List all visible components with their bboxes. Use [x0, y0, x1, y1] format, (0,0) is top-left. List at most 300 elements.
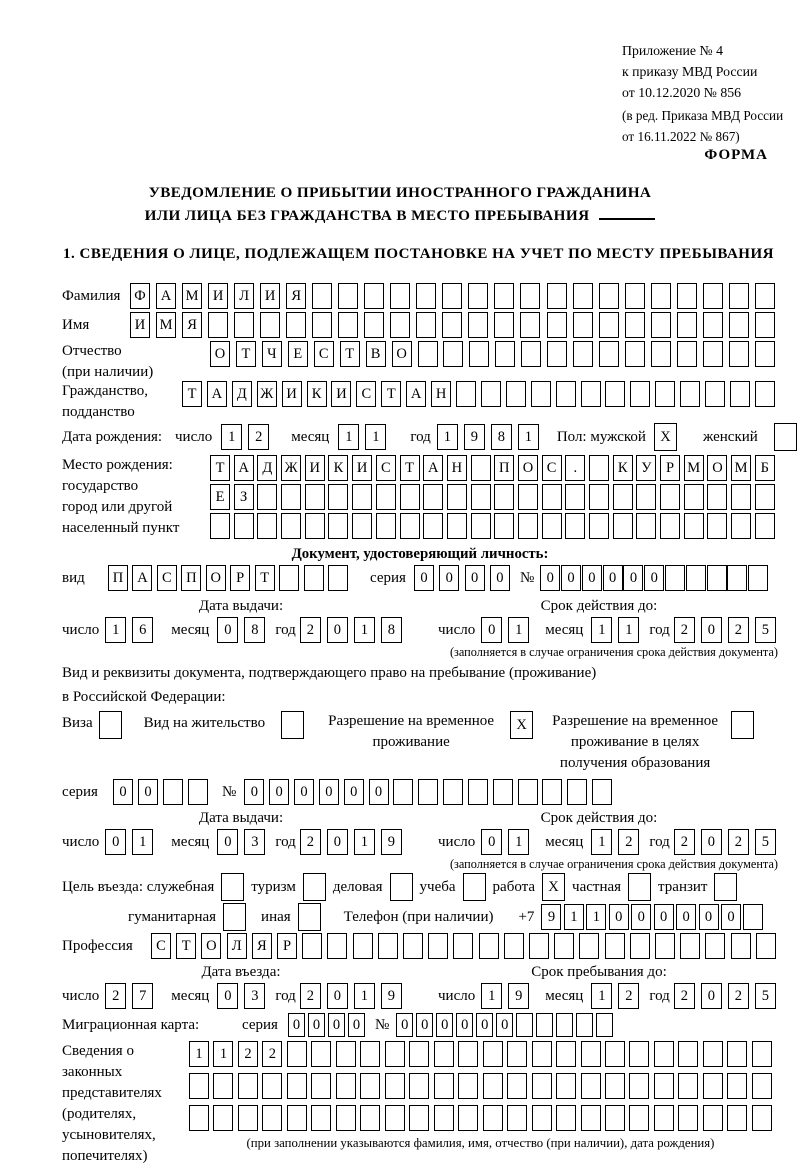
char-box[interactable]: 1 [591, 617, 612, 643]
char-box[interactable] [729, 283, 749, 309]
char-box[interactable]: 1 [508, 829, 529, 855]
char-box[interactable] [613, 484, 633, 510]
char-box[interactable]: Н [447, 455, 467, 481]
char-box[interactable] [279, 565, 299, 591]
char-box[interactable] [743, 904, 763, 930]
char-box[interactable] [393, 779, 413, 805]
char-box[interactable]: 0 [217, 983, 238, 1009]
char-box[interactable] [589, 513, 609, 539]
char-box[interactable]: 2 [728, 617, 749, 643]
char-box[interactable]: 0 [623, 565, 643, 591]
char-box[interactable] [660, 484, 680, 510]
char-box[interactable]: 0 [113, 779, 133, 805]
char-box[interactable] [189, 1073, 209, 1099]
char-box[interactable] [163, 779, 183, 805]
char-box[interactable]: А [234, 455, 254, 481]
char-box[interactable] [605, 1041, 625, 1067]
char-box[interactable] [210, 513, 230, 539]
char-box[interactable] [262, 1073, 282, 1099]
char-box[interactable] [385, 1073, 405, 1099]
char-box[interactable]: 0 [582, 565, 602, 591]
char-box[interactable] [686, 565, 706, 591]
char-box[interactable]: 0 [721, 904, 741, 930]
char-box[interactable] [400, 484, 420, 510]
char-box[interactable]: 1 [132, 829, 153, 855]
char-box[interactable] [755, 484, 775, 510]
char-box[interactable]: 0 [481, 829, 502, 855]
char-box[interactable] [305, 513, 325, 539]
char-box[interactable]: 2 [300, 829, 321, 855]
char-box[interactable]: 0 [439, 565, 459, 591]
char-box[interactable] [376, 484, 396, 510]
char-box[interactable] [581, 1041, 601, 1067]
char-box[interactable] [755, 312, 775, 338]
char-box[interactable] [286, 312, 306, 338]
char-box[interactable]: Т [340, 341, 360, 367]
char-box[interactable]: И [130, 312, 150, 338]
char-box[interactable] [409, 1041, 429, 1067]
char-box[interactable] [727, 565, 747, 591]
char-box[interactable]: 0 [414, 565, 434, 591]
char-box[interactable]: А [406, 381, 426, 407]
char-box[interactable] [565, 513, 585, 539]
char-box[interactable] [521, 341, 541, 367]
char-box[interactable]: 0 [244, 779, 264, 805]
char-box[interactable]: 9 [541, 904, 561, 930]
char-box[interactable]: С [356, 381, 376, 407]
char-box[interactable] [660, 513, 680, 539]
char-box[interactable] [418, 779, 438, 805]
char-box[interactable] [599, 312, 619, 338]
char-box[interactable] [453, 933, 473, 959]
char-box[interactable]: И [208, 283, 228, 309]
char-box[interactable]: X [654, 423, 677, 451]
char-box[interactable] [636, 484, 656, 510]
char-box[interactable]: 0 [288, 1013, 305, 1037]
char-box[interactable] [390, 873, 413, 901]
char-box[interactable] [468, 283, 488, 309]
char-box[interactable]: 0 [328, 1013, 345, 1037]
char-box[interactable] [518, 484, 538, 510]
char-box[interactable] [655, 381, 675, 407]
char-box[interactable] [468, 312, 488, 338]
char-box[interactable] [360, 1073, 380, 1099]
char-box[interactable] [188, 779, 208, 805]
char-box[interactable] [727, 1041, 747, 1067]
char-box[interactable] [458, 1073, 478, 1099]
char-box[interactable]: 1 [508, 617, 529, 643]
char-box[interactable] [592, 779, 612, 805]
char-box[interactable] [352, 513, 372, 539]
char-box[interactable] [678, 1105, 698, 1131]
char-box[interactable] [731, 513, 751, 539]
char-box[interactable] [707, 565, 727, 591]
char-box[interactable]: Т [400, 455, 420, 481]
char-box[interactable]: М [182, 283, 202, 309]
char-box[interactable] [409, 1105, 429, 1131]
char-box[interactable]: 0 [327, 829, 348, 855]
char-box[interactable] [581, 1105, 601, 1131]
char-box[interactable] [573, 312, 593, 338]
char-box[interactable]: М [684, 455, 704, 481]
char-box[interactable] [714, 873, 737, 901]
char-box[interactable]: 1 [354, 829, 375, 855]
char-box[interactable] [542, 513, 562, 539]
char-box[interactable] [636, 513, 656, 539]
char-box[interactable]: 1 [564, 904, 584, 930]
char-box[interactable]: Ч [262, 341, 282, 367]
char-box[interactable]: 5 [755, 829, 776, 855]
char-box[interactable] [423, 513, 443, 539]
char-box[interactable] [494, 312, 514, 338]
char-box[interactable] [651, 341, 671, 367]
char-box[interactable] [434, 1073, 454, 1099]
char-box[interactable] [605, 1105, 625, 1131]
char-box[interactable] [328, 484, 348, 510]
char-box[interactable]: И [352, 455, 372, 481]
char-box[interactable] [680, 933, 700, 959]
char-box[interactable] [298, 903, 321, 931]
char-box[interactable] [547, 312, 567, 338]
char-box[interactable]: 0 [561, 565, 581, 591]
char-box[interactable] [302, 933, 322, 959]
char-box[interactable] [581, 1073, 601, 1099]
char-box[interactable] [573, 341, 593, 367]
char-box[interactable]: Д [257, 455, 277, 481]
char-box[interactable]: О [201, 933, 221, 959]
char-box[interactable] [576, 1013, 593, 1037]
char-box[interactable]: 1 [437, 424, 458, 450]
char-box[interactable] [665, 565, 685, 591]
char-box[interactable] [385, 1041, 405, 1067]
char-box[interactable] [471, 484, 491, 510]
char-box[interactable] [703, 312, 723, 338]
char-box[interactable] [729, 312, 749, 338]
char-box[interactable] [238, 1105, 258, 1131]
char-box[interactable]: 1 [354, 617, 375, 643]
char-box[interactable] [257, 513, 277, 539]
char-box[interactable]: 9 [508, 983, 529, 1009]
char-box[interactable] [518, 779, 538, 805]
char-box[interactable] [630, 933, 650, 959]
char-box[interactable] [705, 381, 725, 407]
char-box[interactable]: 1 [591, 829, 612, 855]
char-box[interactable]: 0 [456, 1013, 473, 1037]
char-box[interactable] [531, 381, 551, 407]
char-box[interactable]: С [376, 455, 396, 481]
char-box[interactable] [599, 341, 619, 367]
char-box[interactable]: Т [210, 455, 230, 481]
char-box[interactable] [684, 484, 704, 510]
char-box[interactable]: Н [431, 381, 451, 407]
char-box[interactable]: 1 [591, 983, 612, 1009]
char-box[interactable]: Л [227, 933, 247, 959]
char-box[interactable] [483, 1105, 503, 1131]
char-box[interactable] [471, 455, 491, 481]
char-box[interactable]: К [307, 381, 327, 407]
char-box[interactable]: 0 [105, 829, 126, 855]
char-box[interactable]: 1 [481, 983, 502, 1009]
char-box[interactable] [281, 513, 301, 539]
char-box[interactable] [556, 1013, 573, 1037]
char-box[interactable]: Я [252, 933, 272, 959]
char-box[interactable]: С [314, 341, 334, 367]
char-box[interactable] [311, 1105, 331, 1131]
char-box[interactable] [556, 1105, 576, 1131]
char-box[interactable] [707, 484, 727, 510]
char-box[interactable] [442, 283, 462, 309]
char-box[interactable] [352, 484, 372, 510]
char-box[interactable] [727, 1105, 747, 1131]
char-box[interactable]: С [542, 455, 562, 481]
char-box[interactable] [654, 1041, 674, 1067]
char-box[interactable]: 0 [416, 1013, 433, 1037]
char-box[interactable]: 2 [248, 424, 269, 450]
char-box[interactable]: 7 [132, 983, 153, 1009]
char-box[interactable] [458, 1105, 478, 1131]
char-box[interactable] [703, 341, 723, 367]
char-box[interactable] [447, 513, 467, 539]
char-box[interactable] [529, 933, 549, 959]
char-box[interactable] [189, 1105, 209, 1131]
char-box[interactable] [423, 484, 443, 510]
char-box[interactable]: О [518, 455, 538, 481]
char-box[interactable] [629, 1041, 649, 1067]
char-box[interactable]: 0 [654, 904, 674, 930]
char-box[interactable] [625, 283, 645, 309]
char-box[interactable] [678, 1073, 698, 1099]
char-box[interactable]: 1 [338, 424, 359, 450]
char-box[interactable]: А [156, 283, 176, 309]
char-box[interactable] [327, 933, 347, 959]
char-box[interactable]: О [392, 341, 412, 367]
char-box[interactable] [748, 565, 768, 591]
char-box[interactable] [481, 381, 501, 407]
char-box[interactable] [463, 873, 486, 901]
char-box[interactable] [403, 933, 423, 959]
char-box[interactable]: О [707, 455, 727, 481]
char-box[interactable]: Т [182, 381, 202, 407]
char-box[interactable]: X [510, 711, 533, 739]
char-box[interactable]: 2 [262, 1041, 282, 1067]
char-box[interactable] [654, 1105, 674, 1131]
char-box[interactable] [516, 1013, 533, 1037]
char-box[interactable]: Т [176, 933, 196, 959]
char-box[interactable]: Р [660, 455, 680, 481]
char-box[interactable] [573, 283, 593, 309]
char-box[interactable] [238, 1073, 258, 1099]
char-box[interactable]: О [206, 565, 226, 591]
char-box[interactable]: Л [234, 283, 254, 309]
char-box[interactable]: 1 [586, 904, 606, 930]
char-box[interactable]: 9 [381, 983, 402, 1009]
char-box[interactable] [303, 873, 326, 901]
char-box[interactable]: 0 [465, 565, 485, 591]
char-box[interactable] [654, 1073, 674, 1099]
char-box[interactable]: 0 [631, 904, 651, 930]
char-box[interactable]: И [282, 381, 302, 407]
char-box[interactable] [651, 283, 671, 309]
char-box[interactable] [471, 513, 491, 539]
char-box[interactable] [305, 484, 325, 510]
char-box[interactable] [400, 513, 420, 539]
char-box[interactable]: 0 [436, 1013, 453, 1037]
char-box[interactable] [495, 341, 515, 367]
char-box[interactable] [605, 1073, 625, 1099]
char-box[interactable]: П [108, 565, 128, 591]
char-box[interactable] [680, 381, 700, 407]
char-box[interactable] [755, 283, 775, 309]
char-box[interactable] [434, 1105, 454, 1131]
char-box[interactable] [483, 1073, 503, 1099]
char-box[interactable] [260, 312, 280, 338]
char-box[interactable]: 0 [344, 779, 364, 805]
char-box[interactable] [752, 1041, 772, 1067]
char-box[interactable] [494, 484, 514, 510]
char-box[interactable] [418, 341, 438, 367]
char-box[interactable] [628, 873, 651, 901]
char-box[interactable] [360, 1105, 380, 1131]
char-box[interactable] [221, 873, 244, 901]
char-box[interactable] [629, 1105, 649, 1131]
char-box[interactable] [752, 1105, 772, 1131]
char-box[interactable] [731, 484, 751, 510]
char-box[interactable] [468, 779, 488, 805]
char-box[interactable]: С [151, 933, 171, 959]
char-box[interactable]: 0 [540, 565, 560, 591]
char-box[interactable] [705, 933, 725, 959]
char-box[interactable] [312, 283, 332, 309]
char-box[interactable]: А [207, 381, 227, 407]
char-box[interactable] [287, 1041, 307, 1067]
char-box[interactable]: 2 [238, 1041, 258, 1067]
char-box[interactable]: 1 [189, 1041, 209, 1067]
char-box[interactable] [409, 1073, 429, 1099]
char-box[interactable] [504, 933, 524, 959]
char-box[interactable] [287, 1073, 307, 1099]
char-box[interactable] [731, 933, 751, 959]
char-box[interactable] [376, 513, 396, 539]
char-box[interactable]: 0 [676, 904, 696, 930]
char-box[interactable]: С [157, 565, 177, 591]
char-box[interactable]: М [156, 312, 176, 338]
char-box[interactable] [311, 1073, 331, 1099]
char-box[interactable] [532, 1041, 552, 1067]
char-box[interactable] [336, 1073, 356, 1099]
char-box[interactable] [360, 1041, 380, 1067]
char-box[interactable]: Т [381, 381, 401, 407]
char-box[interactable]: 2 [300, 983, 321, 1009]
char-box[interactable] [651, 312, 671, 338]
char-box[interactable] [442, 312, 462, 338]
char-box[interactable]: 0 [308, 1013, 325, 1037]
char-box[interactable] [677, 312, 697, 338]
char-box[interactable]: М [731, 455, 751, 481]
char-box[interactable] [447, 484, 467, 510]
char-box[interactable]: X [542, 873, 565, 901]
char-box[interactable] [385, 1105, 405, 1131]
char-box[interactable]: 6 [132, 617, 153, 643]
char-box[interactable]: 2 [674, 617, 695, 643]
char-box[interactable] [677, 341, 697, 367]
char-box[interactable] [703, 283, 723, 309]
char-box[interactable]: 1 [354, 983, 375, 1009]
char-box[interactable]: 3 [244, 983, 265, 1009]
char-box[interactable]: 8 [491, 424, 512, 450]
char-box[interactable] [208, 312, 228, 338]
char-box[interactable] [281, 484, 301, 510]
char-box[interactable]: 0 [217, 617, 238, 643]
char-box[interactable] [547, 341, 567, 367]
char-box[interactable]: Я [182, 312, 202, 338]
char-box[interactable] [589, 455, 609, 481]
char-box[interactable]: 0 [644, 565, 664, 591]
char-box[interactable]: 2 [728, 829, 749, 855]
char-box[interactable] [456, 381, 476, 407]
char-box[interactable] [520, 312, 540, 338]
char-box[interactable] [542, 779, 562, 805]
char-box[interactable]: 0 [369, 779, 389, 805]
char-box[interactable] [287, 1105, 307, 1131]
char-box[interactable]: Т [236, 341, 256, 367]
char-box[interactable] [443, 341, 463, 367]
char-box[interactable] [532, 1105, 552, 1131]
char-box[interactable] [536, 1013, 553, 1037]
char-box[interactable] [629, 1073, 649, 1099]
char-box[interactable] [338, 312, 358, 338]
char-box[interactable] [520, 283, 540, 309]
char-box[interactable] [756, 933, 776, 959]
char-box[interactable] [378, 933, 398, 959]
char-box[interactable] [479, 933, 499, 959]
char-box[interactable]: 0 [319, 779, 339, 805]
char-box[interactable]: . [565, 455, 585, 481]
char-box[interactable]: 0 [396, 1013, 413, 1037]
char-box[interactable]: 0 [603, 565, 623, 591]
char-box[interactable] [752, 1073, 772, 1099]
char-box[interactable]: К [328, 455, 348, 481]
char-box[interactable]: Ж [257, 381, 277, 407]
char-box[interactable]: Я [286, 283, 306, 309]
char-box[interactable]: 0 [701, 829, 722, 855]
char-box[interactable]: Е [210, 484, 230, 510]
char-box[interactable] [579, 933, 599, 959]
char-box[interactable] [703, 1073, 723, 1099]
char-box[interactable] [416, 312, 436, 338]
char-box[interactable]: 3 [244, 829, 265, 855]
char-box[interactable] [234, 312, 254, 338]
char-box[interactable]: З [234, 484, 254, 510]
char-box[interactable] [684, 513, 704, 539]
char-box[interactable] [507, 1073, 527, 1099]
char-box[interactable]: 8 [381, 617, 402, 643]
char-box[interactable] [565, 484, 585, 510]
char-box[interactable] [336, 1105, 356, 1131]
char-box[interactable] [554, 933, 574, 959]
char-box[interactable]: 1 [221, 424, 242, 450]
char-box[interactable]: 0 [496, 1013, 513, 1037]
char-box[interactable] [328, 513, 348, 539]
char-box[interactable]: Д [232, 381, 252, 407]
char-box[interactable]: 2 [300, 617, 321, 643]
char-box[interactable]: Ж [281, 455, 301, 481]
char-box[interactable] [599, 283, 619, 309]
char-box[interactable] [731, 711, 754, 739]
char-box[interactable] [630, 381, 650, 407]
char-box[interactable] [494, 513, 514, 539]
char-box[interactable]: 1 [365, 424, 386, 450]
char-box[interactable] [428, 933, 448, 959]
